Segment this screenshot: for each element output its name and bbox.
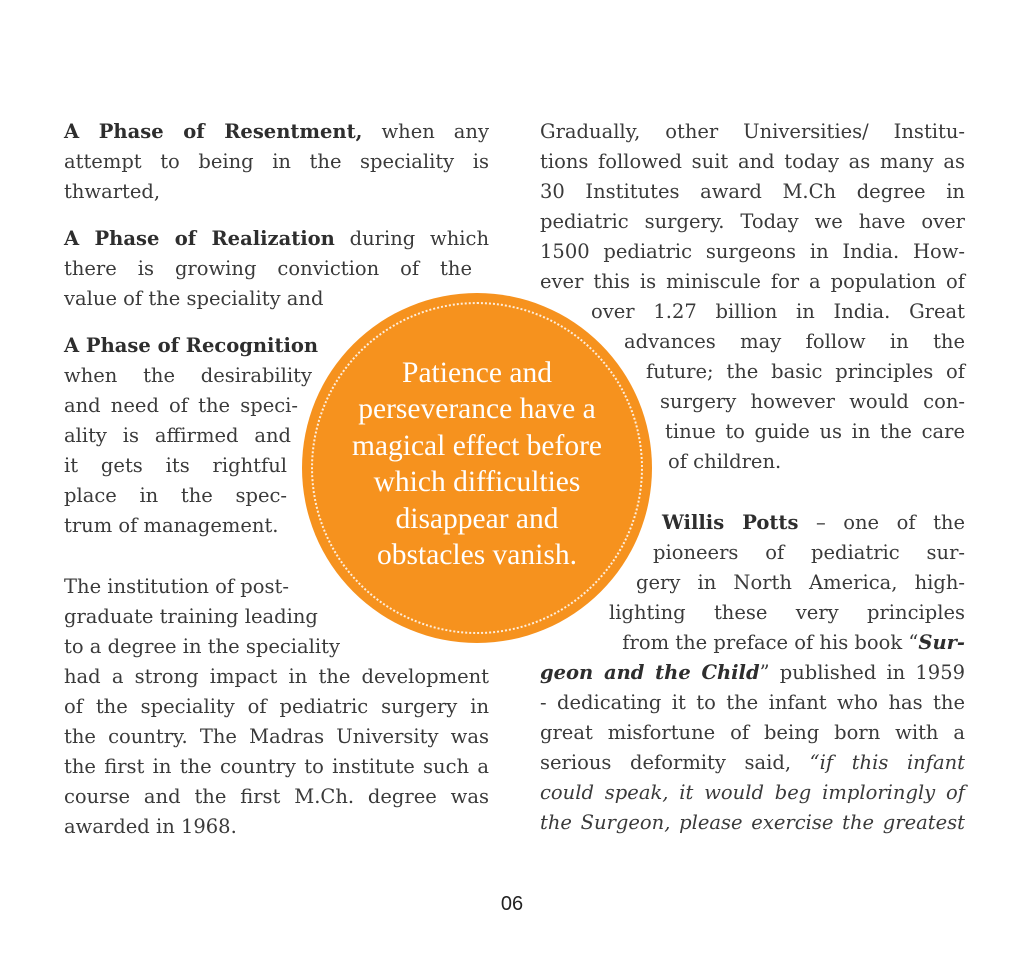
gradually-line: surgery however would con- [660,390,965,413]
text-span: ” published in 1959 [759,661,966,684]
potts-line-6 [540,658,965,688]
potts-line-7: - dedicating it to the infant who has the [540,691,965,714]
pull-quote-line: magical effect before [351,430,603,462]
paragraph-realization-line-2: there is growing conviction of the [64,257,472,280]
institution-line: The institution of post- [64,575,289,598]
pull-quote-circle [302,293,652,643]
pull-quote-line: which difficulties [373,466,581,498]
recognition-line: it gets its rightful [64,454,287,477]
recognition-line: trum of management. [64,514,279,537]
page-number: 06 [500,893,524,915]
pull-quote-line: obstacles vanish. [377,539,577,571]
institution-line: the country. The Madras University was [64,725,489,748]
gradually-line: ever this is miniscule for a population of [540,270,965,293]
gradually-line: tions followed suit and today as many as [540,150,965,173]
potts-line-5 [560,628,965,658]
potts-line-9 [540,748,965,778]
text-span: when any [381,120,490,143]
gradually-line: pediatric surgery. Today we have over [540,210,965,233]
pull-quote-line: disappear and [395,503,559,535]
gradually-line: Gradually, other Universities/ Institu- [540,120,965,143]
text-span: – one of the [815,511,966,534]
pull-quote-line: Patience and [402,357,552,389]
pull-quote-line: perseverance have a [358,393,596,425]
potts-quote-line: could speak, it would beg imploringly of [540,781,965,804]
phase-recognition-heading: A Phase of Recognition [64,334,319,357]
institution-line: of the speciality of pediatric surgery in [64,695,489,718]
gradually-line: 1500 pediatric surgeons in India. How- [540,240,965,263]
institution-line: course and the first M.Ch. degree was [64,785,489,808]
potts-line-4: lighting these very principles [609,601,965,624]
institution-line: graduate training leading [64,605,318,628]
potts-line-8: great misfortune of being born with a [540,721,965,744]
text-span: serious deformity said, [540,751,792,774]
phase-realization-heading: A Phase of Realization [64,227,335,250]
gradually-line: of children. [668,450,782,473]
book-title-part-1: Sur- [918,631,965,654]
potts-line-2: pioneers of pediatric sur- [653,541,965,564]
recognition-line: place in the spec- [64,484,287,507]
paragraph-resentment-line-3: thwarted, [64,180,161,203]
institution-line: awarded in 1968. [64,815,237,838]
phase-resentment-heading: A Phase of Resentment, [64,120,363,143]
potts-line-3: gery in North America, high- [636,571,965,594]
gradually-line: advances may follow in the [624,330,965,353]
book-title-part-2: geon and the Child [540,661,760,684]
institution-line: had a strong impact in the development [64,665,489,688]
recognition-line: and need of the speci- [64,394,298,417]
gradually-line: future; the basic principles of [646,360,965,383]
gradually-line: over 1.27 billion in India. Great [591,300,965,323]
potts-quote-line: the Surgeon, please exercise the greatest [540,811,965,834]
recognition-line: when the desirability [64,364,312,387]
gradually-line: tinue to guide us in the care [665,420,965,443]
text-span: “if this infant [809,751,965,774]
paragraph-resentment-line-2: attempt to being in the speciality is [64,150,489,173]
paragraph-realization-line-3: value of the speciality and [64,287,324,310]
potts-line-1 [662,508,965,538]
gradually-line: 30 Institutes award M.Ch degree in [540,180,965,203]
text-span: from the preface of his book “ [622,631,919,654]
institution-line: to a degree in the speciality [64,635,340,658]
institution-line: the first in the country to institute such a [64,755,489,778]
paragraph-realization-line-1 [64,224,489,254]
willis-potts-name: Willis Potts [662,511,799,534]
text-span: during which [349,227,490,250]
recognition-line: ality is affirmed and [64,424,291,447]
paragraph-resentment-line-1 [64,117,489,147]
